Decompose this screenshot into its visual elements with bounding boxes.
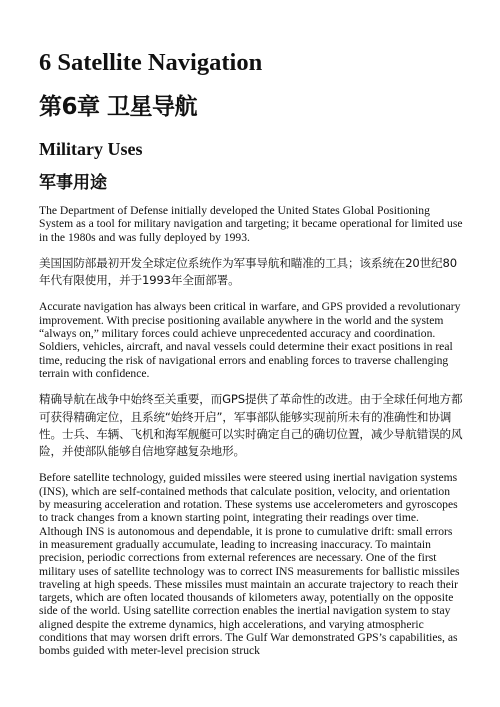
section-title-en: Military Uses — [39, 139, 143, 159]
paragraph-en: Accurate navigation has always been critical in warfare, and GPS provided a revolutionary improvement. With precise positioning available anywhere in the world and the system “always on,” military forces could achieve unprecedented accuracy and coordination. Soldiers, vehicles, aircraft, and naval vessels could determine their exact positions in real time, reducing the risk of navigational errors and enabling forces to traverse challenging terrain with confidence. — [39, 300, 461, 380]
document-page — [39, 48, 463, 669]
paragraph-zh: 美国国防部最初开发全球定位系统作为军事导航和瞄准的工具；该系统在20世纪80年代有限使用，并于1993年全面部署。 — [39, 255, 457, 288]
paragraph-zh: 精确导航在战争中始终至关重要，而GPS提供了革命性的改进。由于全球任何地方都可获得精确定位，且系统“始终开启”，军事部队能够实现前所未有的准确性和协调性。士兵、车辆、飞机和海军舰艇可以实时确定自己的确切位置，减少导航错误的风险，并使部队能够自信地穿越复杂地形。 — [39, 392, 463, 459]
section-title-zh: 军事用途 — [39, 173, 107, 193]
chapter-title-en: 6 Satellite Navigation — [39, 49, 263, 76]
paragraph-en: The Department of Defense initially developed the United States Global Positioning System as a tool for military navigation and targeting; it became operational for limited use in the 1980s and was fully deployed by 1993. — [39, 204, 463, 244]
chapter-title-zh: 第6章 卫星导航 — [39, 94, 198, 120]
paragraph-en: Before satellite technology, guided missiles were steered using inertial navigation systems (INS), which are self-contained methods that calculate position, velocity, and orientation by measuring acceleration and rotation. These systems use accelerometers and gyroscopes to track changes from a known starting point, integrating their readings over time. Although INS is autonomous and dependable, it is prone to cumulative drift: small errors in measurement gradually accumulate, leading to increasing inaccuracy. To maintain precision, periodic corrections from external references are necessary. One of the first military uses of satellite technology was to correct INS measurements for ballistic missiles traveling at high speeds. These missiles must maintain an accurate trajectory to reach their targets, which are often located thousands of kilometers away, potentially on the opposite side of the world. Using satellite correction enables the inertial navigation system to stay aligned despite the extreme dynamics, high accelerations, and varying atmospheric conditions that may worsen drift errors. The Gulf War demonstrated GPS’s capabilities, as bombs guided with meter-level precision struck — [39, 471, 460, 658]
